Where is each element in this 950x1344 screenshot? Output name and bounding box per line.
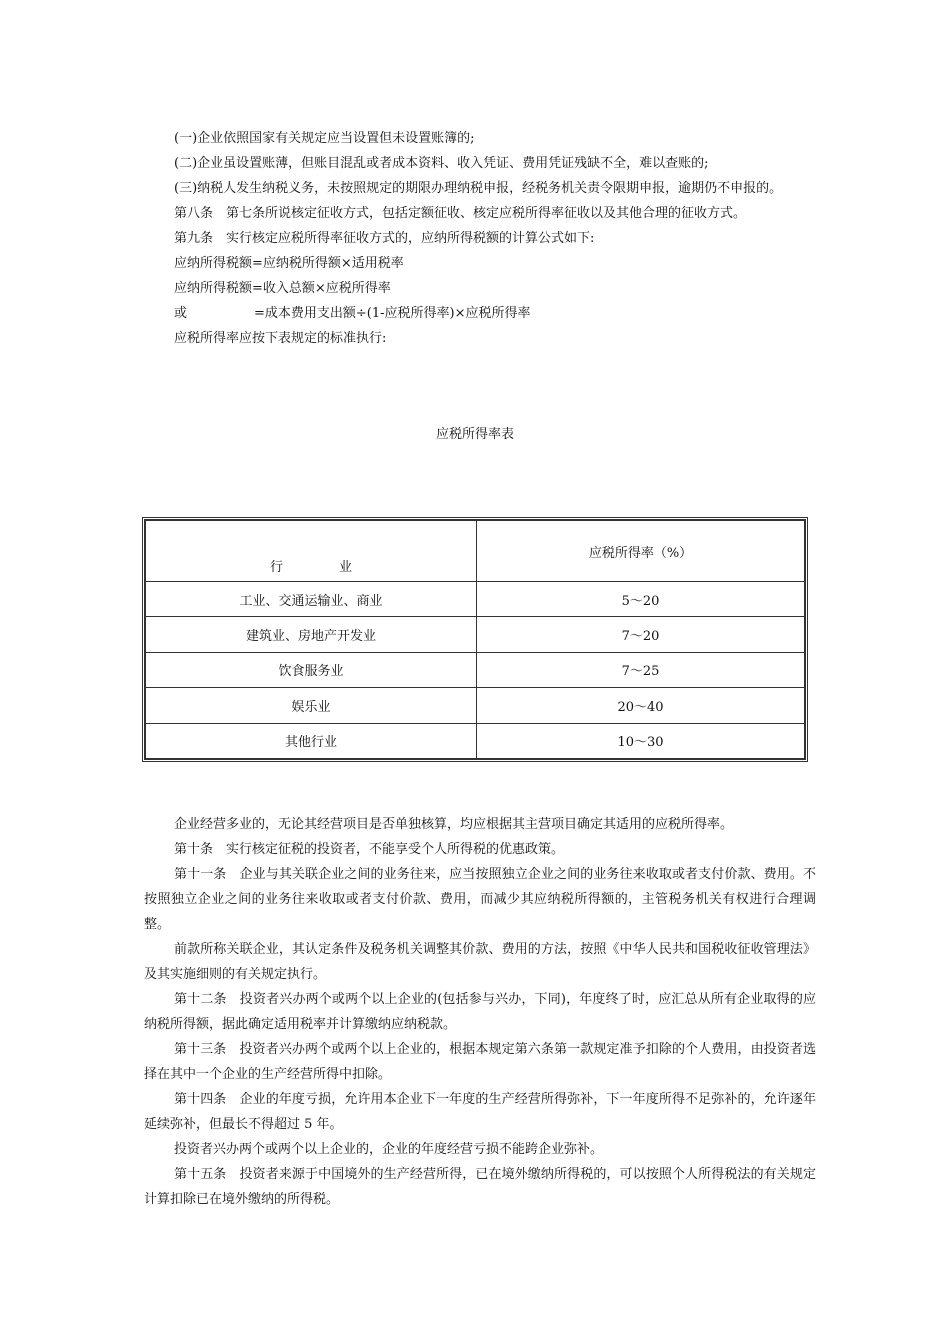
formula-or-expression: =成本费用支出额÷(1-应税所得率)×应税所得率 [254, 306, 531, 321]
table-row [146, 617, 805, 652]
article-9: 第九条 实行核定应税所得率征收方式的，应纳所得税额的计算公式如下: [174, 231, 595, 246]
table-row [146, 582, 805, 617]
header-rate: 应税所得率（%） [477, 521, 805, 582]
rate-cell: 20～40 [477, 688, 805, 723]
article-13: 第十三条 投资者兴办两个或两个以上企业的，根据本规定第六条第一款规定准予扣除的个人费用，由投资者选择在其中一个企业的生产经营所得中扣除。 [144, 1042, 816, 1082]
industry-cell: 建筑业、房地产开发业 [146, 617, 477, 652]
article-8: 第八条 第七条所说核定征收方式，包括定额征收、核定应税所得率征收以及其他合理的征收方式。 [174, 206, 747, 221]
industry-cell: 其他行业 [146, 723, 477, 758]
table-row [146, 652, 805, 687]
paragraph: (一)企业依照国家有关规定应当设置但未设置账簿的; [174, 131, 475, 146]
bottom-text-block [144, 812, 816, 1212]
table-row [146, 688, 805, 723]
industry-cell: 娱乐业 [146, 688, 477, 723]
article-12: 第十二条 投资者兴办两个或两个以上企业的(包括参与兴办，下同)，年度终了时，应汇总从所有企业取得的应纳税所得额，据此确定适用税率并计算缴纳应纳税款。 [144, 992, 816, 1032]
paragraph: 企业经营多业的，无论其经营项目是否单独核算，均应根据其主营项目确定其适用的应税所得率。 [174, 817, 734, 832]
rate-cell: 5～20 [477, 582, 805, 617]
industry-cell: 饮食服务业 [146, 652, 477, 687]
formula-line-1: 应纳所得税额=应纳税所得额×适用税率 [174, 256, 404, 271]
top-text-block [144, 126, 816, 351]
industry-cell: 工业、交通运输业、商业 [146, 582, 477, 617]
article-14: 第十四条 企业的年度亏损，允许用本企业下一年度的生产经营所得弥补，下一年度所得不足弥补的，允许逐年延续弥补，但最长不得超过 5 年。 [144, 1092, 816, 1132]
paragraph: (三)纳税人发生纳税义务，未按照规定的期限办理纳税申报，经税务机关责令限期申报，逾期仍不申报的。 [174, 181, 783, 196]
article-10: 第十条 实行核定征税的投资者，不能享受个人所得税的优惠政策。 [174, 842, 565, 857]
rate-cell: 7～25 [477, 652, 805, 687]
rate-table-frame [142, 517, 808, 762]
rate-cell: 7～20 [477, 617, 805, 652]
article-11: 第十一条 企业与其关联企业之间的业务往来，应当按照独立企业之间的业务往来收取或者支付价款、费用。不按照独立企业之间的业务往来收取或者支付价款、费用，而减少其应纳税所得额的，主管税务机关有权进行合理调整。 [144, 867, 816, 932]
table-header-row [146, 521, 805, 582]
paragraph: (二)企业虽设置账薄，但账目混乱或者成本资料、收入凭证、费用凭证残缺不全，难以查账的; [174, 156, 709, 171]
paragraph: 前款所称关联企业，其认定条件及税务机关调整其价款、费用的方法，按照《中华人民共和国税收征收管理法》及其实施细则的有关规定执行。 [144, 942, 816, 982]
table-title: 应税所得率表 [435, 427, 514, 442]
formula-line-3 [144, 301, 816, 326]
header-industry-char-2: 业 [339, 560, 353, 575]
table-intro: 应税所得率应按下表规定的标准执行: [174, 331, 387, 346]
header-industry [146, 521, 477, 582]
article-15: 第十五条 投资者来源于中国境外的生产经营所得，已在境外缴纳所得税的，可以按照个人所得税法的有关规定计算扣除已在境外缴纳的所得税。 [144, 1167, 816, 1207]
table-row [146, 723, 805, 758]
formula-or-prefix: 或 [174, 306, 188, 321]
paragraph: 投资者兴办两个或两个以上企业的，企业的年度经营亏损不能跨企业弥补。 [174, 1142, 604, 1157]
formula-line-2: 应纳所得税额=收入总额×应税所得率 [174, 281, 391, 296]
rate-cell: 10～30 [477, 723, 805, 758]
header-industry-char-1: 行 [269, 560, 283, 575]
rate-table [145, 520, 805, 759]
